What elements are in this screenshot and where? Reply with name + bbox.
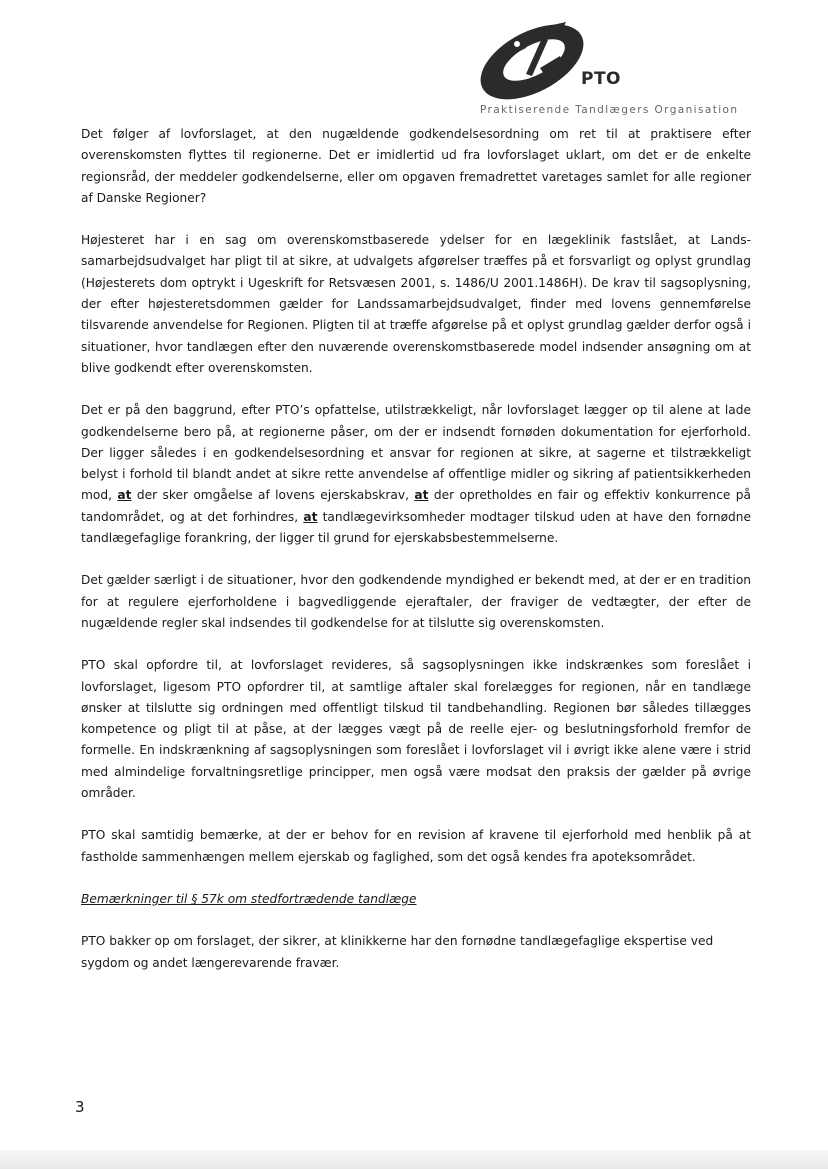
logo-name: PTO: [581, 69, 622, 89]
paragraph-5: PTO skal opfordre til, at lovforslaget revideres, så sagsoplysningen ikke indskrænkes som foreslået i lovforslaget, ligesom PTO opfordrer til, at samtlige aftaler skal forelægges for regionen, når en tandlæge ønsker at tilslutte sig ordningen med offentligt tilskud til tandbehandling. Regionen bør således tillægges kompetence og pligt til at påse, at der lægges vægt på de reelle ejer- og beslutningsforhold fremfor de formelle. En indskrænkning af sagsoplysningen som foreslået i lovforslaget vil i øvrigt ikke alene være i strid med almindelige forvaltningsretlige principper, men også være modsat den praksis der gælder på øvrige områder.: [81, 658, 751, 801]
section-heading: Bemærkninger til § 57k om stedfortrædende tandlæge: [81, 891, 417, 906]
paragraph-1: Det følger af lovforslaget, at den nugældende godkendelsesordning om ret til at praktisere efter overenskomsten flyttes til regionerne. Det er imidlertid ud fra lovforslaget uklart, om det er de enkelte regionsråd, der meddeler godkendelserne, eller om opgaven fremadrettet varetages samlet for alle regioner af Danske Regioner?: [81, 127, 751, 205]
document-body: [81, 124, 751, 995]
scan-edge: [0, 1150, 828, 1169]
paragraph-2: Højesteret har i en sag om overenskomstbaserede ydelser for en lægeklinik fastslået, at Lands-samarbejdsudvalget har pligt til at sikre, at udvalgets afgørelser træffes på et forsvarligt og oplyst grundlag (Højesterets dom optrykt i Ugeskrift for Retsvæsen 2001, s. 1486/U 2001.1486H). De krav til sagsoplysning, der efter højesteretsdommen gælder for Landssamarbejdsudvalget, finder med lovens gennemførelse tilsvarende anvendelse for Regionen. Pligten til at træffe afgørelse på et oplyst grundlag gælder derfor også i situationer, hvor tandlægen efter den nuværende overenskomstbaserede model indsender ansøgning om at blive godkendt efter overenskomsten.: [81, 233, 751, 375]
paragraph-7: PTO bakker op om forslaget, der sikrer, at klinikkerne har den fornødne tandlægefaglige ekspertise ved sygdom og andet længerevarende fravær.: [81, 934, 714, 970]
paragraph-3-part-a: Det er på den baggrund, efter PTO’s opfattelse, utilstrækkeligt, når lovforslaget lægger op til alene at lade godkendelserne bero på, at regionerne påser, om der er indsendt fornøden dokumentation for ejerforhold. Der ligger således i en godkendelsesordning et ansvar for regionen at sikre, at sagerne et tilstrækkeligt belyst i forhold til blandt andet at sikre rette anvendelse af offentlige midler og sikring af patientsikkerheden mod,: [81, 403, 751, 503]
page-number: 3: [75, 1098, 85, 1116]
paragraph-3-part-b: der sker omgåelse af lovens ejerskabskrav,: [136, 488, 409, 503]
paragraph-3-part-d: tandlægevirksomheder modtager tilskud uden at have den fornødne tandlægefaglige forankring, der ligger til grund for ejerskabsbestemmelserne.: [81, 509, 752, 546]
underlined-at-1: at: [117, 488, 132, 503]
paragraph-3: [81, 400, 751, 549]
paragraph-6: PTO skal samtidig bemærke, at der er behov for en revision af kravene til ejerforhold med henblik på at fastholde sammenhængen mellem ejerskab og faglighed, som det også kendes fra apoteksområdet.: [81, 828, 751, 864]
paragraph-4: Det gælder særligt i de situationer, hvor den godkendende myndighed er bekendt med, at der er en tradition for at regulere ejerforholdene i bagvedliggende ejeraftaler, der fraviger de vedtægter, der efter de nugældende regler skal indsendes til godkendelse for at tilslutte sig overenskomsten.: [81, 573, 751, 630]
underlined-at-3: at: [303, 509, 318, 524]
pto-logo: [470, 22, 740, 122]
paragraph-3-part-c: der opretholdes en fair og effektiv konkurrence på tandområdet, og at det forhindres,: [81, 488, 752, 524]
underlined-at-2: at: [414, 488, 429, 503]
pto-logo-mark-icon: [470, 22, 590, 102]
logo-tagline: Praktiserende Tandlægers Organisation: [480, 104, 739, 116]
